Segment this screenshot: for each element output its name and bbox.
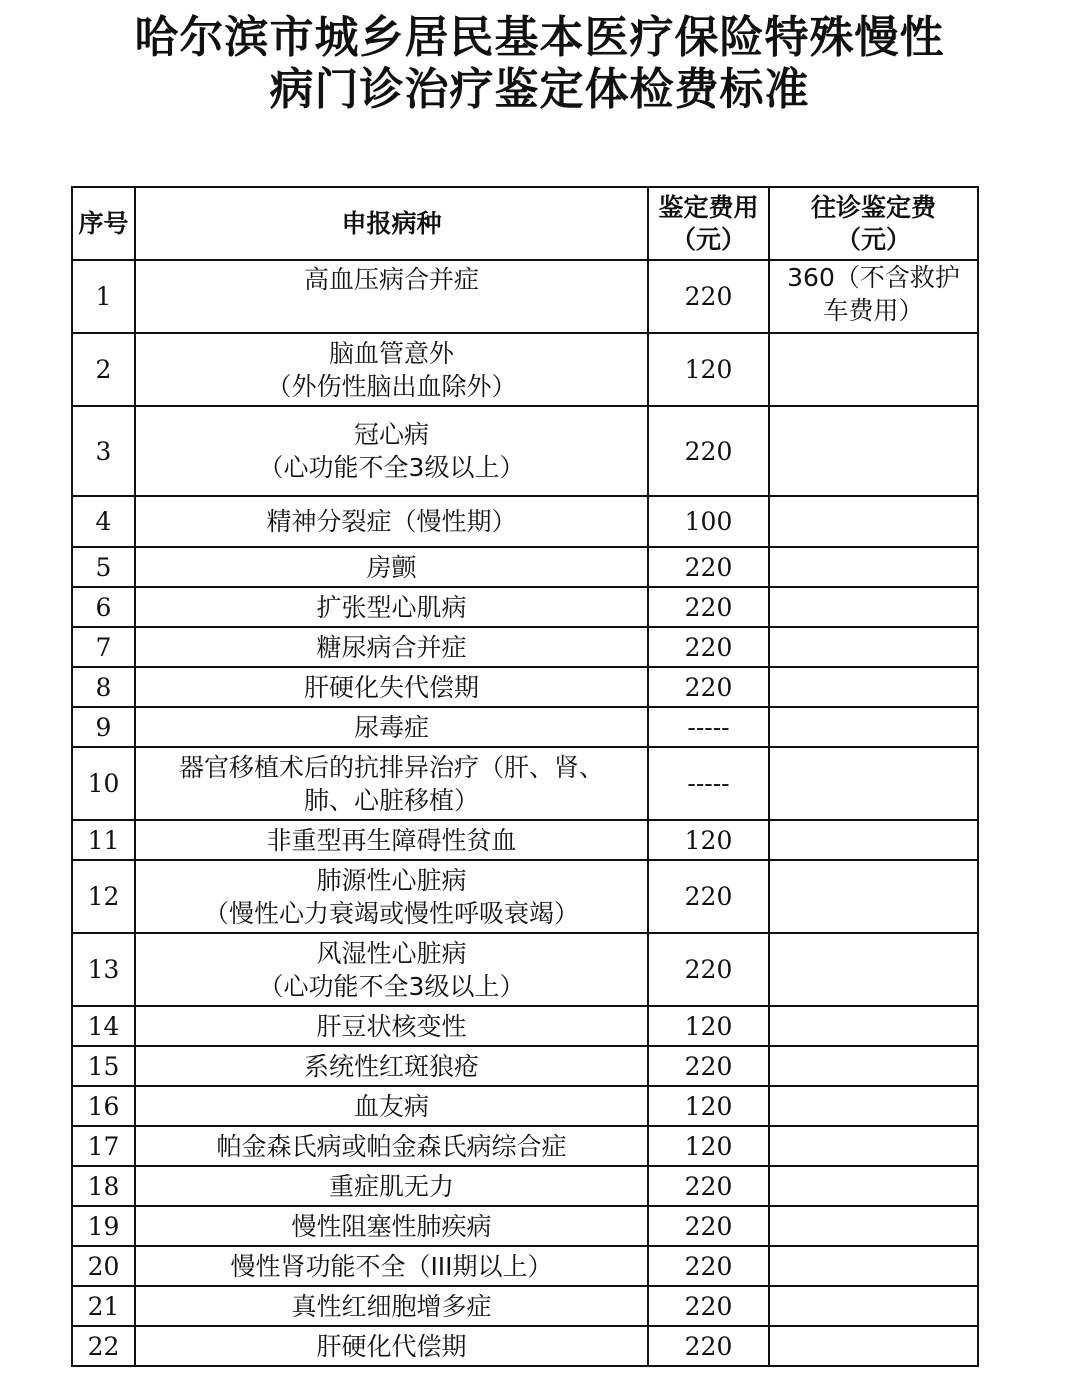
disease-name-line-1: 冠心病 [353, 420, 429, 449]
fee-cell: 220 [648, 860, 769, 933]
row-number: 10 [72, 747, 135, 820]
fee-cell: 100 [648, 496, 769, 547]
fee-cell: 220 [648, 1286, 769, 1326]
row-number: 8 [72, 667, 135, 707]
disease-name-cell [135, 1006, 648, 1046]
disease-name-cell [135, 1206, 648, 1246]
disease-name-line-1: 肝硬化失代偿期 [303, 672, 479, 702]
disease-name-line-2: （慢性心力衰竭或慢性呼吸衰竭） [203, 898, 579, 928]
table-row [72, 1126, 978, 1166]
disease-name-line-1: 精神分裂症（慢性期） [266, 507, 517, 536]
row-number: 17 [72, 1126, 135, 1166]
title-line-2: 病门诊治疗鉴定体检费标准 [269, 64, 810, 115]
row-number: 14 [72, 1006, 135, 1046]
disease-name-cell [135, 933, 648, 1006]
visit-fee-cell [769, 406, 978, 496]
table-row [72, 1006, 978, 1046]
fee-cell: 220 [648, 1046, 769, 1086]
row-number: 9 [72, 707, 135, 747]
disease-name-cell [135, 667, 648, 707]
fee-cell: 220 [648, 667, 769, 707]
disease-name-line-2: （外伤性脑出血除外） [266, 371, 517, 401]
disease-name-line-1: 系统性红斑狼疮 [303, 1051, 479, 1081]
row-number: 19 [72, 1206, 135, 1246]
disease-name-cell [135, 707, 648, 747]
document-title [0, 12, 1079, 116]
fee-cell: 220 [648, 547, 769, 587]
disease-name-line-1: 脑血管意外 [328, 338, 454, 368]
fee-cell: 120 [648, 820, 769, 860]
visit-fee-note-cell [769, 260, 978, 333]
fee-cell: 220 [648, 627, 769, 667]
disease-name-cell [135, 1086, 648, 1126]
disease-name-line-1: 器官移植术后的抗排异治疗（肝、肾、 [178, 752, 604, 782]
visit-fee-cell [769, 1166, 978, 1206]
disease-name-cell [135, 747, 648, 820]
table-row [72, 406, 978, 496]
fee-cell: 120 [648, 1006, 769, 1046]
disease-name-line-1: 尿毒症 [353, 712, 429, 742]
disease-name-line-1: 慢性肾功能不全（III期以上） [230, 1251, 553, 1281]
visit-fee-cell [769, 547, 978, 587]
fee-cell: 220 [648, 1246, 769, 1286]
disease-name-cell [135, 1046, 648, 1086]
disease-name-cell [135, 587, 648, 627]
fee-cell: 120 [648, 1086, 769, 1126]
disease-name-line-1: 血友病 [353, 1091, 429, 1121]
header-no: 序号 [72, 187, 135, 260]
header-visit-fee [769, 187, 978, 260]
fee-standard-table [71, 186, 979, 1367]
fee-cell: 220 [648, 933, 769, 1006]
disease-name-line-1: 重症肌无力 [328, 1171, 454, 1201]
disease-name-cell [135, 260, 648, 333]
visit-fee-cell [769, 820, 978, 860]
row-number: 22 [72, 1326, 135, 1366]
fee-cell: 220 [648, 1326, 769, 1366]
fee-cell: 220 [648, 260, 769, 333]
disease-name-line-1: 帕金森氏病或帕金森氏病综合症 [216, 1131, 567, 1161]
disease-name-line-1: 慢性阻塞性肺疾病 [291, 1211, 492, 1241]
row-number: 6 [72, 587, 135, 627]
row-number: 13 [72, 933, 135, 1006]
visit-fee-cell [769, 1206, 978, 1246]
row-number: 20 [72, 1246, 135, 1286]
table-row [72, 627, 978, 667]
header-fee-line-2: （元） [670, 224, 746, 254]
table-row [72, 820, 978, 860]
table-row [72, 933, 978, 1006]
visit-fee-cell [769, 1286, 978, 1326]
visit-fee-cell [769, 707, 978, 747]
row-number: 3 [72, 406, 135, 496]
row-number: 5 [72, 547, 135, 587]
visit-fee-cell [769, 1126, 978, 1166]
row-number: 12 [72, 860, 135, 933]
visit-fee-cell [769, 860, 978, 933]
table-row [72, 1326, 978, 1366]
table-row [72, 747, 978, 820]
disease-name-cell [135, 547, 648, 587]
visit-fee-cell [769, 333, 978, 406]
disease-name-line-1: 房颤 [366, 552, 417, 582]
table-row [72, 1086, 978, 1126]
table-row [72, 1046, 978, 1086]
visit-fee-cell [769, 1326, 978, 1366]
disease-name-cell [135, 1166, 648, 1206]
table-header-row [72, 187, 978, 260]
title-line-1: 哈尔滨市城乡居民基本医疗保险特殊慢性 [134, 12, 945, 63]
visit-fee-cell [769, 1086, 978, 1126]
table-row [72, 860, 978, 933]
disease-name-line-1: 肺源性心脏病 [316, 865, 467, 895]
disease-name-cell [135, 820, 648, 860]
disease-name-line-2: 肺、心脏移植） [303, 785, 479, 815]
row-number: 4 [72, 496, 135, 547]
visit-fee-cell [769, 747, 978, 820]
row-number: 15 [72, 1046, 135, 1086]
fee-cell: ----- [648, 707, 769, 747]
table-row [72, 707, 978, 747]
fee-cell: 120 [648, 1126, 769, 1166]
table-row [72, 1246, 978, 1286]
disease-name-cell [135, 333, 648, 406]
disease-name-line-1: 非重型再生障碍性贫血 [266, 825, 517, 855]
header-disease: 申报病种 [135, 187, 648, 260]
fee-cell: 220 [648, 406, 769, 496]
table-row [72, 333, 978, 406]
disease-name-line-1: 糖尿病合并症 [316, 632, 467, 662]
disease-name-line-1: 高血压病合并症 [303, 265, 479, 294]
visit-fee-cell [769, 627, 978, 667]
fee-cell: 120 [648, 333, 769, 406]
disease-name-cell [135, 406, 648, 496]
disease-name-cell [135, 860, 648, 933]
disease-name-cell [135, 1286, 648, 1326]
table-row [72, 1206, 978, 1246]
disease-name-line-1: 肝硬化代偿期 [316, 1331, 467, 1361]
visit-fee-cell [769, 1246, 978, 1286]
table-row [72, 1166, 978, 1206]
row-number: 21 [72, 1286, 135, 1326]
disease-name-line-1: 风湿性心脏病 [316, 938, 467, 968]
disease-name-line-1: 扩张型心肌病 [316, 592, 467, 622]
visit-fee-note-line-1: 360（不含救护 [787, 263, 960, 292]
fee-cell: 220 [648, 587, 769, 627]
disease-name-cell [135, 496, 648, 547]
table-row [72, 496, 978, 547]
row-number: 7 [72, 627, 135, 667]
header-fee-line-1: 鉴定费用 [658, 192, 759, 222]
visit-fee-cell [769, 1046, 978, 1086]
header-visit-fee-line-2: （元） [835, 224, 911, 254]
visit-fee-cell [769, 587, 978, 627]
row-number: 11 [72, 820, 135, 860]
row-number: 18 [72, 1166, 135, 1206]
disease-name-line-2: （心功能不全3级以上） [258, 453, 525, 482]
table-row [72, 667, 978, 707]
disease-name-line-1: 真性红细胞增多症 [291, 1291, 492, 1321]
visit-fee-cell [769, 667, 978, 707]
row-number: 2 [72, 333, 135, 406]
disease-name-line-1: 肝豆状核变性 [316, 1011, 467, 1041]
disease-name-cell [135, 627, 648, 667]
fee-cell: 220 [648, 1166, 769, 1206]
table-row [72, 587, 978, 627]
table-row [72, 547, 978, 587]
table-row [72, 260, 978, 333]
row-number: 16 [72, 1086, 135, 1126]
row-number: 1 [72, 260, 135, 333]
visit-fee-note-line-2: 车费用） [823, 296, 924, 325]
visit-fee-cell [769, 496, 978, 547]
visit-fee-cell [769, 933, 978, 1006]
fee-cell: 220 [648, 1206, 769, 1246]
visit-fee-cell [769, 1006, 978, 1046]
header-fee [648, 187, 769, 260]
disease-name-cell [135, 1246, 648, 1286]
disease-name-line-2: （心功能不全3级以上） [258, 971, 525, 1001]
table-row [72, 1286, 978, 1326]
disease-name-cell [135, 1326, 648, 1366]
disease-name-cell [135, 1126, 648, 1166]
fee-cell: ----- [648, 747, 769, 820]
header-visit-fee-line-1: 往诊鉴定费 [810, 192, 936, 222]
